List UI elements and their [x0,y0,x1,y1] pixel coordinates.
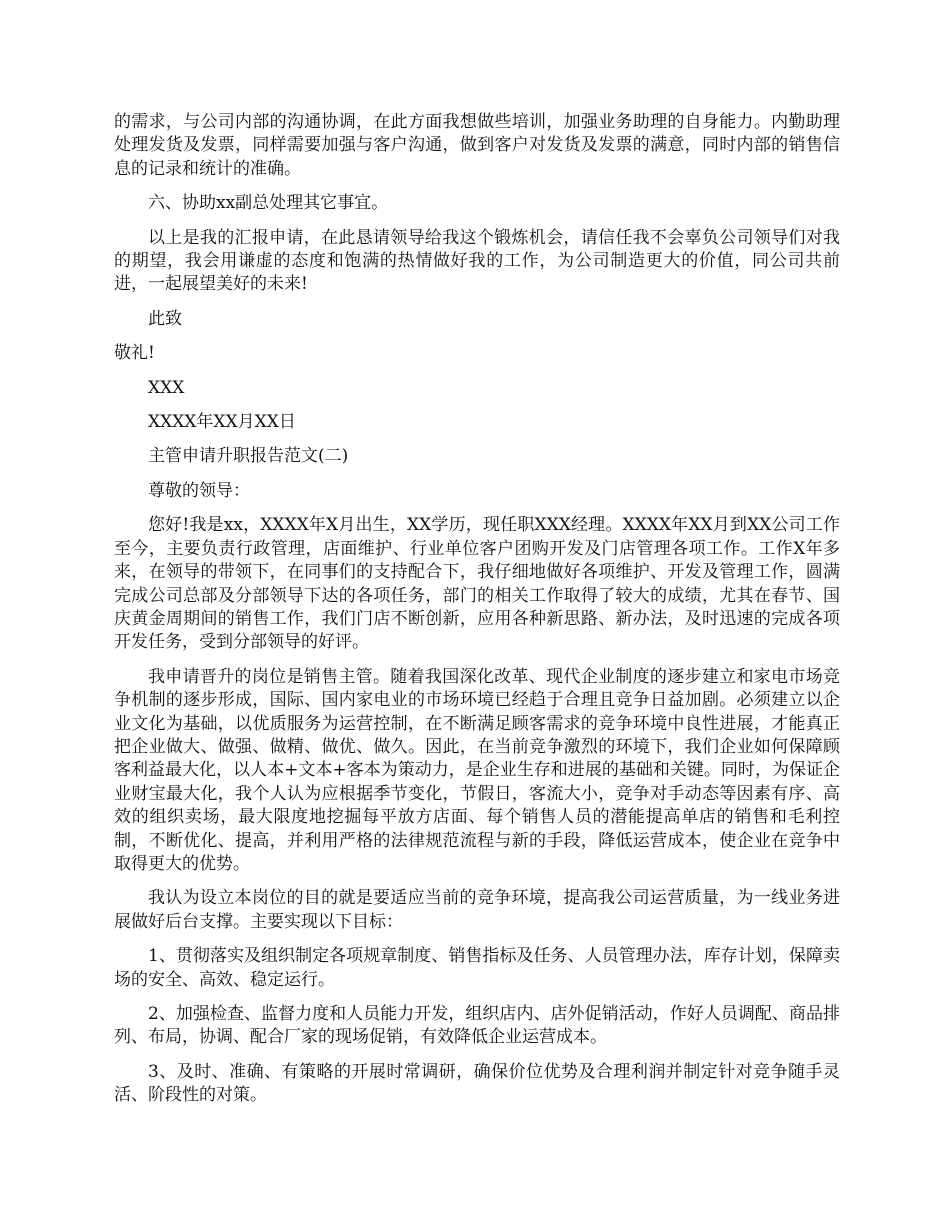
section-title: 主管申请升职报告范文(二) [148,446,349,467]
paragraph-closing-request: 以上是我的汇报申请，在此恳请领导给我这个锻炼机会，请信任我不会辜负公司领导们对我的期望，我会用谦虚的态度和饱满的热情做好我的工作，为公司制造更大的价值，同公司共前进，一起展望美好的未来! [114,227,840,295]
signature-name: XXX [148,377,185,398]
salutation-jingli: 敬礼! [114,343,155,364]
paragraph-self-introduction: 您好!我是xx，XXXX年X月出生，XX学历，现任职XXX经理。XXXX年XX月到XX公司工作至今，主要负责行政管理，店面维护、行业单位客户团购开发及门店管理各项工作。工作X年多来，在领导的带领下，在同事们的支持配合下，我仔细地做好各项维护、开发及管理工作，圆满完成公司总部及分部领导下达的各项任务，部门的相关工作取得了较大的成绩，尤其在春节、国庆黄金周期间的销售工作，我们门店不断创新，应用各种新思路、新办法，及时迅速的完成各项开发任务，受到分部领导的好评。 [114,515,840,653]
paragraph-item-six: 六、协助xx副总处理其它事宜。 [148,193,389,214]
list-item-goal-3: 3、及时、准确、有策略的开展时常调研，确保价位优势及合理利润并制定针对竞争随手灵活、阶段性的对策。 [114,1061,840,1106]
paragraph-continued-duties: 的需求，与公司内部的沟通协调，在此方面我想做些培训，加强业务助理的自身能力。内勤助理处理发货及发票，同样需要加强与客户沟通，做到客户对发货及发票的满意，同时内部的销售信息的记录和统计的准确。 [114,112,840,179]
paragraph-position-applied: 我申请晋升的岗位是销售主管。随着我国深化改革、现代企业制度的逐步建立和家电市场竞争机制的逐步形成，国际、国内家电业的市场环境已经趋于合理且竞争日益加剧。必须建立以企业文化为基础，以优质服务为运营控制，在不断满足顾客需求的竞争环境中良性进展，才能真正把企业做大、做强、做精、做优、做久。因此，在当前竞争激烈的环境下，我们企业如何保障顾客利益最大化，以人本+文本+客本为策动力，是企业生存和进展的基础和关键。同时，为保证企业财宝最大化，我个人认为应根据季节变化，节假日，客流大小，竞争对手动态等因素有序、高效的组织卖场，最大限度地挖掘每平放方店面、每个销售人员的潜能提高单店的销售和毛利控制，不断优化、提高，并利用严格的法律规范流程与新的手段，降低运营成本，使企业在竞争中取得更大的优势。 [114,666,840,874]
paragraph-goals-intro: 我认为设立本岗位的目的就是要适应当前的竞争环境，提高我公司运营质量，为一线业务进展做好后台支撑。主要实现以下目标： [114,888,840,932]
list-item-goal-2: 2、加强检查、监督力度和人员能力开发，组织店内、店外促销活动，作好人员调配、商品排列、布局，协调、配合厂家的现场促销，有效降低企业运营成本。 [114,1004,840,1048]
signature-date: XXXX年XX月XX日 [148,412,296,433]
greeting: 尊敬的领导： [148,480,250,501]
salutation-cizhi: 此致 [148,308,182,329]
list-item-goal-1: 1、贯彻落实及组织制定各项规章制度、销售指标及任务、人员管理办法，库存计划，保障卖场的安全、高效、稳定运行。 [114,946,840,990]
document-body [114,111,840,1119]
